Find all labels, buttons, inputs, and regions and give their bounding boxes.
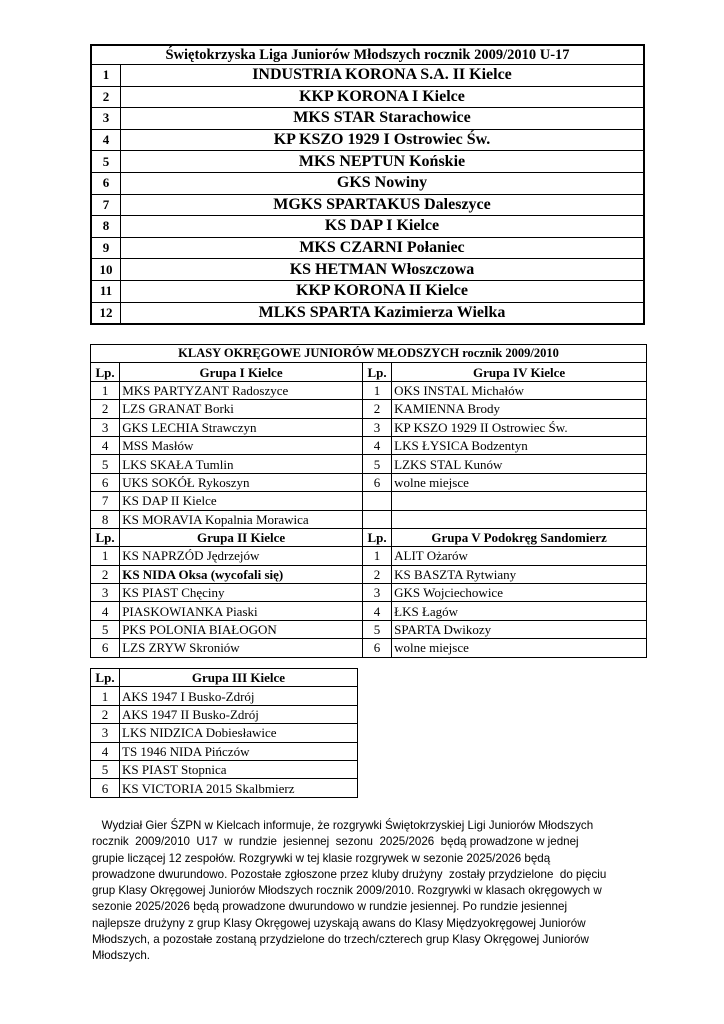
table-row — [91, 455, 647, 473]
league-position: 11 — [91, 280, 121, 302]
group-4-lp: 5 — [362, 455, 391, 473]
league-table — [90, 44, 645, 325]
league-position: 6 — [91, 172, 121, 194]
lp-header: Lp. — [91, 528, 120, 546]
league-row — [91, 129, 644, 151]
group-3-lp: 4 — [91, 742, 120, 760]
group-4-team: LKS ŁYSICA Bodzentyn — [392, 436, 647, 454]
group-5-lp: 4 — [362, 602, 391, 620]
group-2-lp: 5 — [91, 620, 120, 638]
group-2-team: LZS ZRYW Skroniów — [120, 639, 363, 657]
lp-header: Lp. — [91, 363, 120, 381]
table-row — [91, 510, 647, 528]
group-2-title: Grupa II Kielce — [120, 528, 363, 546]
lp-header: Lp. — [91, 669, 120, 687]
group-3-team: KS PIAST Stopnica — [120, 760, 358, 778]
group-3-team: AKS 1947 II Busko-Zdrój — [120, 705, 358, 723]
group-1-lp: 6 — [91, 473, 120, 491]
group-1-lp: 8 — [91, 510, 120, 528]
group-2-team: PIASKOWIANKA Piaski — [120, 602, 363, 620]
league-row — [91, 86, 644, 108]
table-row — [91, 639, 647, 657]
table-row — [91, 400, 647, 418]
table-row — [91, 492, 647, 510]
league-position: 3 — [91, 108, 121, 130]
league-position: 9 — [91, 237, 121, 259]
group-5-lp: 2 — [362, 565, 391, 583]
league-team: MKS CZARNI Połaniec — [121, 237, 645, 259]
league-team: KP KSZO 1929 I Ostrowiec Św. — [121, 129, 645, 151]
group-2-lp: 3 — [91, 584, 120, 602]
league-team: INDUSTRIA KORONA S.A. II Kielce — [121, 65, 645, 87]
table-row — [91, 687, 358, 705]
description-line: Młodszych, a pozostałe zostaną przydzielone do trzech/czterech grup Klasy Okręgowej Juniorów — [92, 933, 589, 947]
league-team: KS DAP I Kielce — [121, 216, 645, 238]
group-4-team-empty — [392, 510, 647, 528]
league-rows — [91, 65, 644, 325]
league-team: KKP KORONA II Kielce — [121, 280, 645, 302]
group-5-team: wolne miejsce — [392, 639, 647, 657]
table-row — [91, 620, 647, 638]
group-3-team: KS VICTORIA 2015 Skalbmierz — [120, 779, 358, 797]
group-2-lp: 6 — [91, 639, 120, 657]
group-4-lp-empty — [362, 510, 391, 528]
group-4-team-empty — [392, 492, 647, 510]
group-1-lp: 1 — [91, 381, 120, 399]
league-row — [91, 65, 644, 87]
group-2-team: PKS POLONIA BIAŁOGON — [120, 620, 363, 638]
group-3-rows — [91, 687, 358, 797]
description-line: Wydział Gier ŚZPN w Kielcach informuje, że rozgrywki Świętokrzyskiej Ligi Juniorów Młodszych — [92, 819, 594, 832]
group-4-title: Grupa IV Kielce — [392, 363, 647, 381]
table-row — [91, 565, 647, 583]
description-line: rocznik 2009/2010 U17 w rundzie jesiennej sezonu 2025/2026 będą prowadzone w jednej — [92, 835, 579, 849]
league-row — [91, 302, 644, 324]
group-1-lp: 3 — [91, 418, 120, 436]
group-2-team: KS NAPRZÓD Jędrzejów — [120, 547, 363, 565]
group-4-team: wolne miejsce — [392, 473, 647, 491]
group-4-lp: 1 — [362, 381, 391, 399]
group-3-team: AKS 1947 I Busko-Zdrój — [120, 687, 358, 705]
group-5-lp: 3 — [362, 584, 391, 602]
group-4-lp: 2 — [362, 400, 391, 418]
league-team: MKS NEPTUN Końskie — [121, 151, 645, 173]
league-position: 1 — [91, 65, 121, 87]
district-title: KLASY OKRĘGOWE JUNIORÓW MŁODSZYCH rocznik 2009/2010 — [91, 345, 647, 363]
lp-header: Lp. — [362, 363, 391, 381]
group-2-team: KS PIAST Chęciny — [120, 584, 363, 602]
group-5-lp: 6 — [362, 639, 391, 657]
group-4-team: OKS INSTAL Michałów — [392, 381, 647, 399]
group-3-lp: 3 — [91, 724, 120, 742]
group-1-team: MKS PARTYZANT Radoszyce — [120, 381, 363, 399]
group-3-lp: 6 — [91, 779, 120, 797]
league-row — [91, 237, 644, 259]
league-row — [91, 108, 644, 130]
group-1-4-rows — [91, 381, 647, 528]
group-2-lp: 2 — [91, 565, 120, 583]
group-5-title: Grupa V Podokręg Sandomierz — [392, 528, 647, 546]
group-3-lp: 2 — [91, 705, 120, 723]
league-row — [91, 172, 644, 194]
description-line: grup Klasy Okręgowej Juniorów Młodszych rocznik 2009/2010. Rozgrywki w klasach okręgowych w — [92, 884, 602, 898]
table-row — [91, 473, 647, 491]
description-line: grupie liczącej 12 zespołów. Rozgrywki w tej klasie rozgrywek w sezonie 2025/2026 będą — [92, 851, 551, 865]
table-row — [91, 436, 647, 454]
league-row — [91, 259, 644, 281]
league-team: KS HETMAN Włoszczowa — [121, 259, 645, 281]
group-4-lp: 6 — [362, 473, 391, 491]
table-row — [91, 584, 647, 602]
group-5-team: SPARTA Dwikozy — [392, 620, 647, 638]
district-groups-table — [90, 344, 647, 658]
group-2-lp: 4 — [91, 602, 120, 620]
group-1-team: UKS SOKÓŁ Rykoszyn — [120, 473, 363, 491]
group-1-team: MSS Masłów — [120, 436, 363, 454]
lp-header: Lp. — [362, 528, 391, 546]
group-3-table — [90, 668, 358, 798]
league-row — [91, 151, 644, 173]
group-1-lp: 4 — [91, 436, 120, 454]
description-line: prowadzone dwurundowo. Pozostałe zgłoszone przez kluby drużyny zostały przydzielone do pięciu — [92, 867, 607, 881]
table-row — [91, 547, 647, 565]
group-5-lp: 5 — [362, 620, 391, 638]
league-position: 4 — [91, 129, 121, 151]
group-5-team: ALIT Ożarów — [392, 547, 647, 565]
table-row — [91, 742, 358, 760]
league-team: GKS Nowiny — [121, 172, 645, 194]
group-1-team: GKS LECHIA Strawczyn — [120, 418, 363, 436]
group-1-team: KS MORAVIA Kopalnia Morawica — [120, 510, 363, 528]
group-4-team: LZKS STAL Kunów — [392, 455, 647, 473]
group-5-lp: 1 — [362, 547, 391, 565]
league-position: 5 — [91, 151, 121, 173]
league-row — [91, 216, 644, 238]
league-position: 12 — [91, 302, 121, 324]
group-1-title: Grupa I Kielce — [120, 363, 363, 381]
group-1-team: KS DAP II Kielce — [120, 492, 363, 510]
group-5-team: KS BASZTA Rytwiany — [392, 565, 647, 583]
group-2-team: KS NIDA Oksa (wycofali się) — [120, 565, 363, 583]
league-position: 7 — [91, 194, 121, 216]
table-row — [91, 724, 358, 742]
table-row — [91, 602, 647, 620]
table-row — [91, 418, 647, 436]
group-1-team: LKS SKAŁA Tumlin — [120, 455, 363, 473]
league-position: 8 — [91, 216, 121, 238]
league-team: KKP KORONA I Kielce — [121, 86, 645, 108]
group-1-lp: 5 — [91, 455, 120, 473]
group-4-lp: 3 — [362, 418, 391, 436]
group-4-lp: 4 — [362, 436, 391, 454]
league-title: Świętokrzyska Liga Juniorów Młodszych rocznik 2009/2010 U-17 — [91, 45, 644, 65]
league-row — [91, 280, 644, 302]
table-row — [91, 705, 358, 723]
description-line: sezonie 2025/2026 będą prowadzone dwurundowo w rundzie jesiennej. Po rundzie jesiennej — [92, 900, 568, 914]
table-row — [91, 760, 358, 778]
table-row — [91, 779, 358, 797]
group-5-team: ŁKS Łagów — [392, 602, 647, 620]
league-team: MGKS SPARTAKUS Daleszyce — [121, 194, 645, 216]
group-1-team: LZS GRANAT Borki — [120, 400, 363, 418]
league-team: MKS STAR Starachowice — [121, 108, 645, 130]
group-1-lp: 2 — [91, 400, 120, 418]
group-4-team: KP KSZO 1929 II Ostrowiec Św. — [392, 418, 647, 436]
group-4-team: KAMIENNA Brody — [392, 400, 647, 418]
group-3-team: TS 1946 NIDA Pińczów — [120, 742, 358, 760]
group-2-lp: 1 — [91, 547, 120, 565]
group-3-team: LKS NIDZICA Dobiesławice — [120, 724, 358, 742]
group-2-5-rows — [91, 547, 647, 657]
group-3-lp: 5 — [91, 760, 120, 778]
league-team: MLKS SPARTA Kazimierza Wielka — [121, 302, 645, 324]
description-line: Młodszych. — [92, 949, 150, 963]
group-3-lp: 1 — [91, 687, 120, 705]
group-5-team: GKS Wojciechowice — [392, 584, 647, 602]
table-row — [91, 381, 647, 399]
description-text — [92, 818, 637, 965]
league-position: 2 — [91, 86, 121, 108]
group-1-lp: 7 — [91, 492, 120, 510]
group-3-title: Grupa III Kielce — [120, 669, 358, 687]
league-position: 10 — [91, 259, 121, 281]
description-line: najlepsze drużyny z grup Klasy Okręgowej uzyskają awans do Klasy Międzyokręgowej Juniorów — [92, 916, 586, 930]
group-4-lp-empty — [362, 492, 391, 510]
league-row — [91, 194, 644, 216]
